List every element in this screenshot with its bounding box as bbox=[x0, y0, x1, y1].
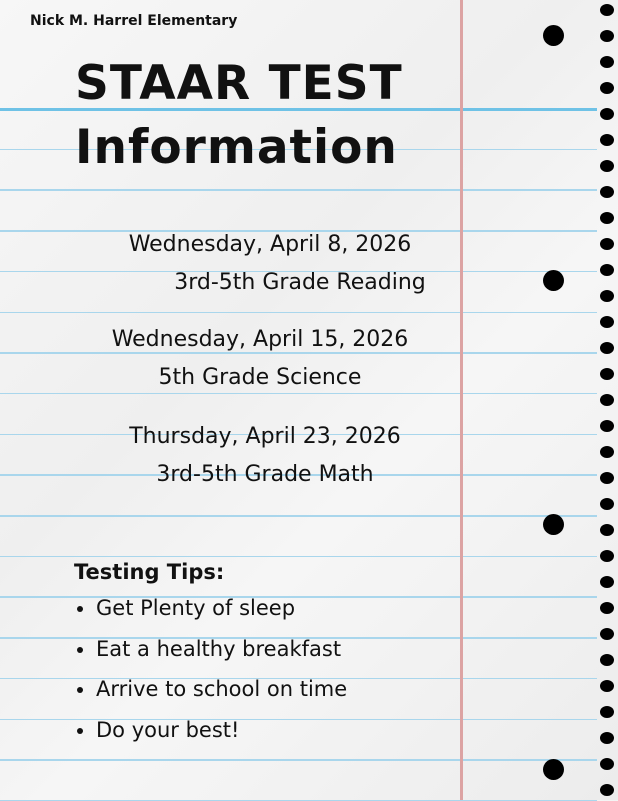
perforation-dot bbox=[600, 602, 614, 614]
ruled-line bbox=[0, 189, 597, 191]
list-item: • Eat a healthy breakfast bbox=[96, 629, 347, 670]
perforation-dot bbox=[600, 758, 614, 770]
perforation-dot bbox=[600, 56, 614, 68]
perforation-dot bbox=[600, 108, 614, 120]
perforation-dot bbox=[600, 264, 614, 276]
perforation-dot bbox=[600, 4, 614, 16]
perforation-dot bbox=[600, 576, 614, 588]
list-item: • Do your best! bbox=[96, 710, 347, 751]
event-math bbox=[35, 418, 495, 494]
perforation-dot bbox=[600, 680, 614, 692]
perforation-dot bbox=[600, 134, 614, 146]
perforation-dot bbox=[600, 186, 614, 198]
perforation-dot bbox=[600, 394, 614, 406]
ruled-line bbox=[0, 759, 597, 761]
perforation-dot bbox=[600, 732, 614, 744]
list-item: • Arrive to school on time bbox=[96, 669, 347, 710]
event-date: Thursday, April 23, 2026 bbox=[129, 424, 401, 449]
event-subject: 3rd-5th Grade Reading bbox=[174, 270, 426, 295]
tips-heading: Testing Tips: bbox=[74, 560, 225, 584]
perforation-dot bbox=[600, 628, 614, 640]
event-subject: 3rd-5th Grade Math bbox=[156, 462, 374, 487]
page-title bbox=[75, 52, 403, 180]
perforation-dot bbox=[600, 420, 614, 432]
perforation-dot bbox=[600, 446, 614, 458]
margin-line bbox=[460, 0, 463, 800]
perforation-dot bbox=[600, 238, 614, 250]
ruled-line bbox=[0, 312, 597, 314]
perforation-dot bbox=[600, 160, 614, 172]
perforation-dot bbox=[600, 342, 614, 354]
title-line-1: STAAR TEST bbox=[75, 56, 403, 111]
ruled-line bbox=[0, 556, 597, 558]
perforation-dot bbox=[600, 654, 614, 666]
event-subject: 5th Grade Science bbox=[158, 365, 362, 390]
perforation-dot bbox=[600, 316, 614, 328]
binder-hole bbox=[543, 514, 564, 535]
perforation-dot bbox=[600, 82, 614, 94]
event-date: Wednesday, April 8, 2026 bbox=[128, 232, 412, 257]
testing-tips bbox=[74, 560, 347, 750]
binder-hole bbox=[543, 25, 564, 46]
perforation-dot bbox=[600, 212, 614, 224]
event-reading bbox=[40, 226, 500, 302]
perforation-dot bbox=[600, 784, 614, 796]
perforation-dot bbox=[600, 706, 614, 718]
perforation-dot bbox=[600, 524, 614, 536]
binder-hole bbox=[543, 759, 564, 780]
event-science bbox=[30, 321, 490, 397]
binder-hole bbox=[543, 270, 564, 291]
perforation-dot bbox=[600, 290, 614, 302]
school-name: Nick M. Harrel Elementary bbox=[30, 13, 238, 29]
perforation-dot bbox=[600, 472, 614, 484]
title-line-2: Information bbox=[75, 120, 398, 175]
perforation-dot bbox=[600, 550, 614, 562]
event-date: Wednesday, April 15, 2026 bbox=[111, 327, 409, 352]
perforation-dot bbox=[600, 368, 614, 380]
ruled-line bbox=[0, 515, 597, 517]
list-item: • Get Plenty of sleep bbox=[96, 588, 347, 629]
perforation-dot bbox=[600, 30, 614, 42]
perforation-dot bbox=[600, 498, 614, 510]
